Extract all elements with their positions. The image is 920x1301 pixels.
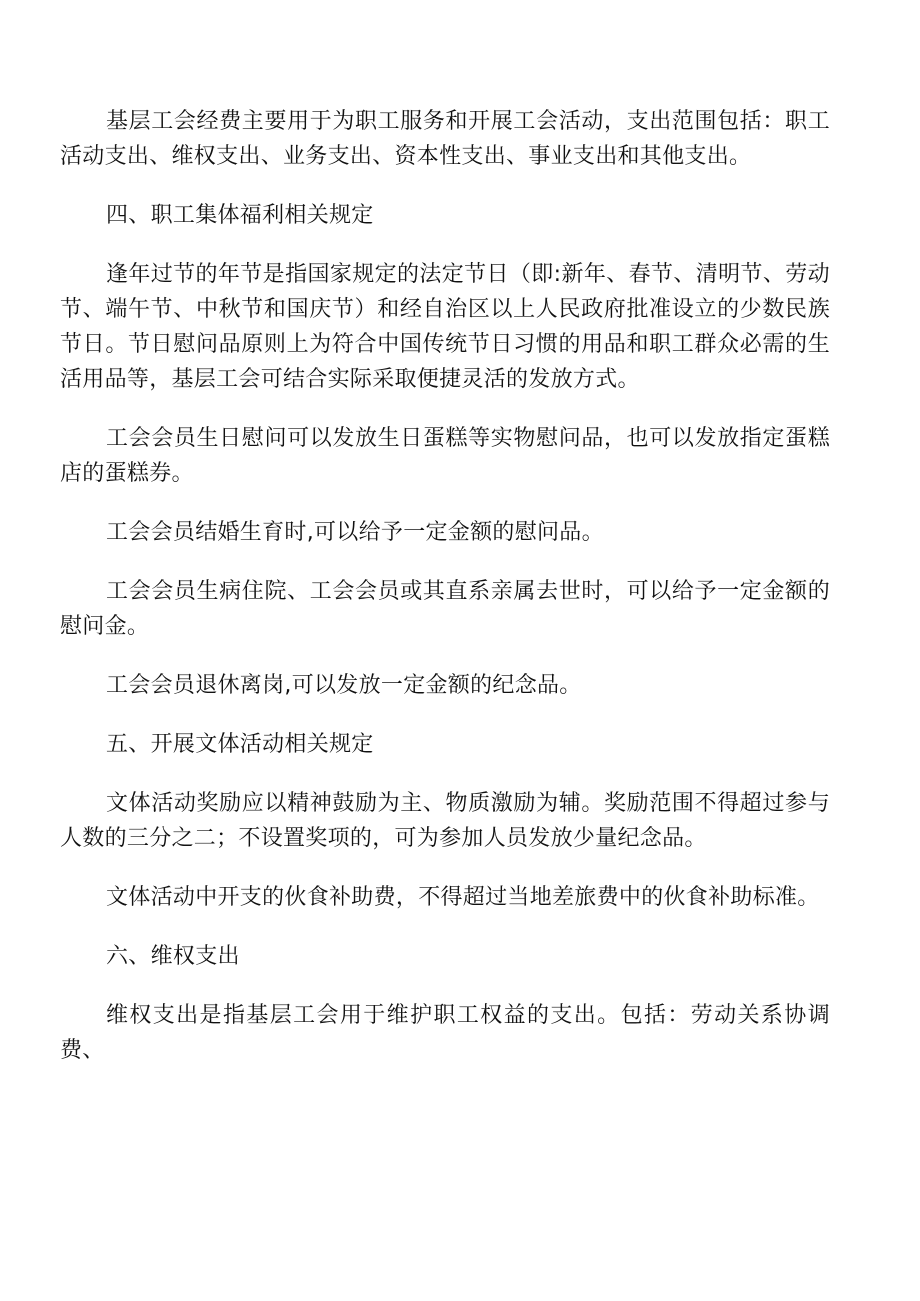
document-body (60, 104, 830, 1092)
paragraph-meal-allowance: 文体活动中开支的伙食补助费，不得超过当地差旅费中的伙食补助标准。 (106, 885, 820, 910)
paragraph-holidays: 逢年过节的年节是指国家规定的法定节日（即:新年、春节、清明节、劳动节、端午节、中秋节和国庆节）和经自治区以上人民政府批准设立的少数民族节日。节日慰问品原则上为符合中国传统节日习惯的用品和职工群众必需的生活用品等，基层工会可结合实际采取便捷灵活的发放方式。 (60, 262, 830, 392)
paragraph-rewards: 文体活动奖励应以精神鼓励为主、物质激励为辅。奖励范围不得超过参与人数的三分之二；不设置奖项的，可为参加人员发放少量纪念品。 (60, 791, 830, 851)
paragraph-rights-expenses: 维权支出是指基层工会用于维护职工权益的支出。包括：劳动关系协调费、 (60, 1003, 830, 1063)
section-heading-rights: 六、维权支出 (106, 944, 240, 969)
paragraph-birthday: 工会会员生日慰问可以发放生日蛋糕等实物慰问品，也可以发放指定蛋糕店的蛋糕券。 (60, 426, 830, 486)
section-heading-welfare: 四、职工集体福利相关规定 (106, 203, 374, 228)
section-heading-activities: 五、开展文体活动相关规定 (106, 732, 374, 757)
paragraph-retirement: 工会会员退休离岗,可以发放一定金额的纪念品。 (106, 673, 582, 698)
paragraph-fund-usage: 基层工会经费主要用于为职工服务和开展工会活动，支出范围包括：职工活动支出、维权支出、业务支出、资本性支出、事业支出和其他支出。 (60, 109, 830, 169)
paragraph-illness: 工会会员生病住院、工会会员或其直系亲属去世时，可以给予一定金额的慰问金。 (60, 579, 830, 639)
paragraph-marriage: 工会会员结婚生育时,可以给予一定金额的慰问品。 (106, 520, 604, 545)
